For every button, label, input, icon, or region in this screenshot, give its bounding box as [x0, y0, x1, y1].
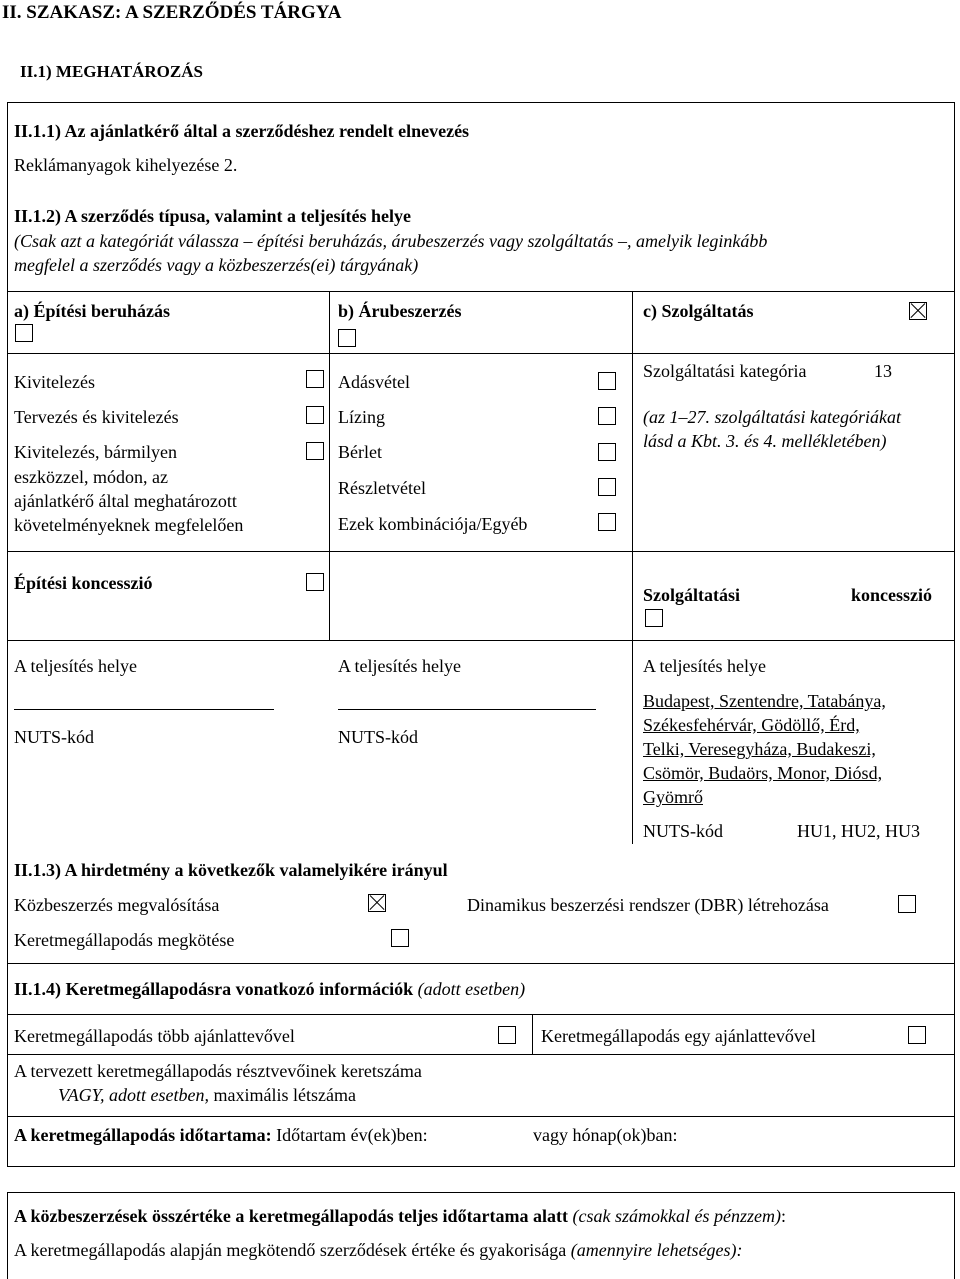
place-blank-b[interactable]	[338, 709, 596, 710]
total-frame-left	[7, 1192, 8, 1279]
place-label-b: A teljesítés helye	[338, 656, 461, 676]
col-a-item-checkbox[interactable]	[306, 442, 324, 460]
col-b-item-checkbox[interactable]	[598, 443, 616, 461]
place-label-a: A teljesítés helye	[14, 656, 137, 676]
s1-2-note: (Csak azt a kategóriát válassza – építési beruházás, árubeszerzés vagy szolgáltatás –, amelyik leginkább	[14, 231, 768, 251]
framework-multi-checkbox[interactable]	[498, 1026, 516, 1044]
col-b-item: Lízing	[338, 407, 385, 427]
frame-left	[7, 102, 8, 1166]
col-b-item-checkbox[interactable]	[598, 478, 616, 496]
duration-label: A keretmegállapodás időtartama:	[14, 1125, 272, 1145]
total-frame-top	[7, 1192, 955, 1193]
option-dbr-checkbox[interactable]	[898, 895, 916, 913]
service-category-value: 13	[874, 361, 892, 381]
s1-4-title-bold: II.1.4) Keretmegállapodásra vonatkozó információk	[14, 979, 414, 999]
option-framework: Keretmegállapodás megkötése	[14, 930, 235, 950]
col-separator	[329, 291, 330, 640]
place-label-c: A teljesítés helye	[643, 656, 766, 676]
duration-years: Időtartam év(ek)ben:	[276, 1125, 428, 1145]
col-a-item-3-line: követelményeknek megfelelően	[14, 515, 244, 535]
col-separator	[532, 1014, 533, 1054]
participants-line: A tervezett keretmegállapodás résztvevőinek keretszáma	[14, 1061, 422, 1081]
service-concession-word: koncesszió	[851, 585, 932, 605]
col-c-header: c) Szolgáltatás	[643, 301, 754, 321]
s1-1-title: II.1.1) Az ajánlatkérő által a szerződéshez rendelt elnevezés	[14, 121, 470, 141]
place-c-line: Csömör, Budaörs, Monor, Diósd,	[643, 763, 883, 783]
participants-max: maximális létszáma	[213, 1085, 356, 1105]
col-a-header: a) Építési beruházás	[14, 301, 171, 321]
construction-concession-checkbox[interactable]	[306, 573, 324, 591]
col-b-item-checkbox[interactable]	[598, 513, 616, 531]
s1-2-title: II.1.2) A szerződés típusa, valamint a teljesítés helye	[14, 206, 411, 226]
col-a-item-3-line: ajánlatkérő által meghatározott	[14, 491, 237, 511]
nuts-value-c: HU1, HU2, HU3	[797, 821, 920, 841]
row-line	[7, 1116, 955, 1117]
option-framework-checkbox[interactable]	[391, 929, 409, 947]
frame-right	[954, 102, 955, 1166]
total-frame-right	[954, 1192, 955, 1279]
place-c-line: Telki, Veresegyháza, Budakeszi,	[643, 739, 876, 759]
s1-4-title-italic: (adott esetben)	[417, 979, 526, 999]
row-line	[7, 1014, 955, 1015]
col-b-header: b) Árubeszerzés	[338, 301, 462, 321]
row-line	[7, 551, 955, 552]
frame-bottom	[7, 1166, 955, 1167]
col-b-item-checkbox[interactable]	[598, 372, 616, 390]
contract-value-label: A keretmegállapodás alapján megkötendő szerződések értéke és gyakorisága	[14, 1240, 567, 1260]
row-line	[7, 1054, 955, 1055]
total-value-label: A közbeszerzések összértéke a keretmegállapodás teljes időtartama alatt	[14, 1206, 569, 1226]
nuts-label-b: NUTS-kód	[338, 727, 418, 747]
nuts-label-c: NUTS-kód	[643, 821, 723, 841]
option-dbr: Dinamikus beszerzési rendszer (DBR) létrehozása	[467, 895, 829, 915]
framework-multi: Keretmegállapodás több ajánlattevővel	[14, 1026, 295, 1046]
participants-line-2	[58, 1086, 356, 1104]
framework-single-checkbox[interactable]	[908, 1026, 926, 1044]
subsection-title: II.1) MEGHATÁROZÁS	[20, 62, 203, 81]
place-c-line: Gyömrő	[643, 787, 703, 807]
option-procurement-checkbox-checked[interactable]	[368, 894, 386, 912]
col-a-item-checkbox[interactable]	[306, 370, 324, 388]
duration-line	[14, 1126, 428, 1144]
service-concession-checkbox[interactable]	[645, 609, 663, 627]
service-category-note: (az 1–27. szolgáltatási kategóriákat	[643, 407, 901, 427]
option-procurement: Közbeszerzés megvalósítása	[14, 895, 220, 915]
contract-value-line	[14, 1241, 743, 1259]
section-title: II. SZAKASZ: A SZERZŐDÉS TÁRGYA	[2, 2, 342, 23]
col-a-item: Kivitelezés	[14, 372, 95, 392]
col-b-item: Részletvétel	[338, 478, 426, 498]
col-c-checkbox-checked[interactable]	[909, 302, 927, 320]
col-b-item: Adásvétel	[338, 372, 410, 392]
row-line	[7, 291, 955, 292]
row-line	[7, 963, 955, 964]
service-category-note: lásd a Kbt. 3. és 4. mellékletében)	[643, 431, 887, 451]
construction-concession: Építési koncesszió	[14, 573, 153, 593]
total-value-note: (csak számokkal és pénzzem)	[572, 1206, 781, 1226]
total-value-line	[14, 1207, 786, 1225]
frame-top	[7, 102, 955, 103]
participants-or: VAGY, adott esetben,	[58, 1085, 209, 1105]
nuts-label-a: NUTS-kód	[14, 727, 94, 747]
duration-months: vagy hónap(ok)ban:	[533, 1125, 678, 1145]
s1-2-note-2: megfelel a szerződés vagy a közbeszerzés(ei) tárgyának)	[14, 255, 419, 275]
contract-name: Reklámanyagok kihelyezése 2.	[14, 155, 238, 175]
place-c-line: Budapest, Szentendre, Tatabánya,	[643, 691, 886, 711]
col-a-item-checkbox[interactable]	[306, 406, 324, 424]
place-blank-a[interactable]	[14, 709, 274, 710]
col-a-checkbox[interactable]	[15, 324, 33, 342]
place-c-line: Székesfehérvár, Gödöllő, Érd,	[643, 715, 860, 735]
col-b-item: Bérlet	[338, 442, 382, 462]
col-a-item-3-line: eszközzel, módon, az	[14, 467, 168, 487]
col-b-checkbox[interactable]	[338, 329, 356, 347]
s1-3-title: II.1.3) A hirdetmény a következők valamelyikére irányul	[14, 860, 448, 880]
total-value-colon: :	[780, 1206, 786, 1226]
s1-4-title	[14, 980, 525, 998]
col-a-item-3-line: Kivitelezés, bármilyen	[14, 442, 177, 462]
col-b-item-checkbox[interactable]	[598, 407, 616, 425]
service-concession-word: Szolgáltatási	[643, 585, 740, 605]
row-line	[7, 640, 955, 641]
row-line	[7, 353, 955, 354]
col-a-item: Tervezés és kivitelezés	[14, 407, 179, 427]
col-separator	[632, 291, 633, 844]
col-b-item: Ezek kombinációja/Egyéb	[338, 514, 528, 534]
framework-single: Keretmegállapodás egy ajánlattevővel	[541, 1026, 816, 1046]
contract-value-note: (amennyire lehetséges):	[570, 1240, 743, 1260]
service-category-label: Szolgáltatási kategória	[643, 361, 807, 381]
